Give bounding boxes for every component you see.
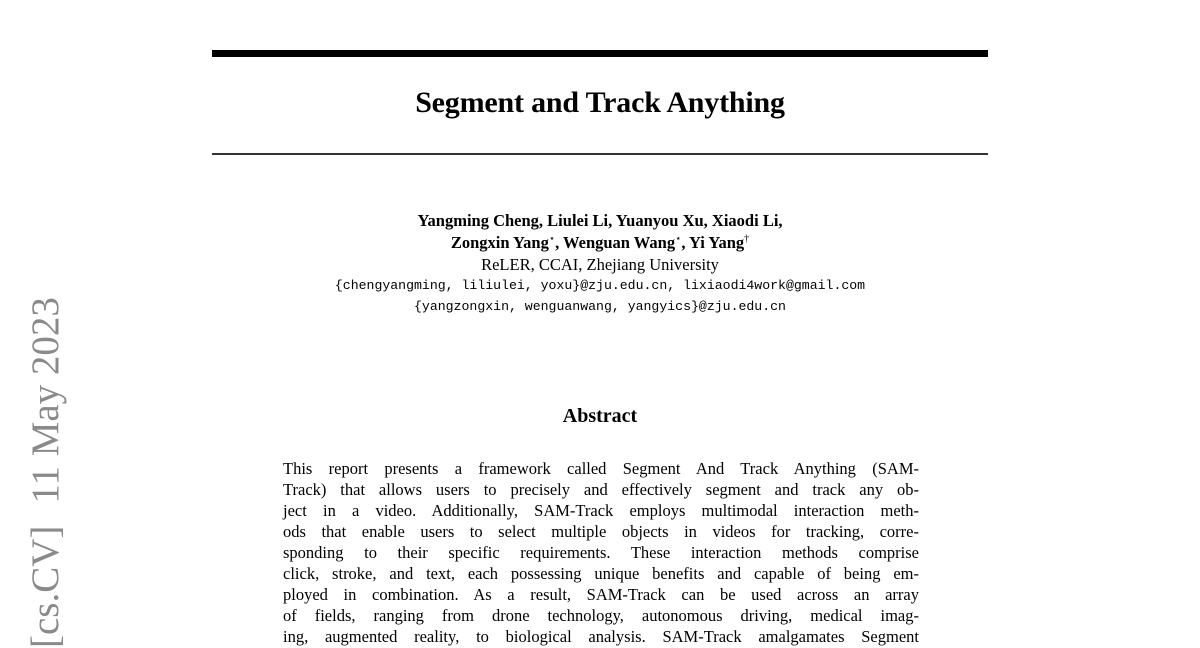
author-name: , Wenguan Wang	[555, 233, 676, 252]
abstract-body	[283, 458, 919, 647]
abstract-heading: Abstract	[562, 405, 638, 427]
equal-contribution-mark: ⋆	[675, 233, 682, 245]
abstract-line: Track) that allows users to precisely and effectively segment and track any ob-	[283, 480, 919, 499]
abstract-line: This report presents a framework called Segment And Track Anything (SAM-	[283, 459, 919, 478]
corresponding-author-mark: †	[744, 233, 750, 245]
arxiv-date: 11 May 2023	[24, 297, 67, 504]
abstract-line: of fields, ranging from drone technology, autonomous driving, medical imag-	[283, 606, 919, 625]
abstract-line: sponding to their specific requirements. These interaction methods comprise	[283, 543, 919, 562]
author-names-line-2	[212, 232, 988, 254]
author-names-line-1: Yangming Cheng, Liulei Li, Yuanyou Xu, Xiaodi Li,	[417, 211, 783, 230]
author-name: Zongxin Yang	[450, 233, 549, 252]
title-bottom-rule	[212, 153, 988, 155]
author-emails-line-2: {yangzongxin, wenguanwang, yangyics}@zju.edu.cn	[414, 299, 786, 314]
equal-contribution-mark: ⋆	[548, 233, 556, 245]
abstract-line: click, stroke, and text, each possessing unique benefits and capable of being em-	[283, 564, 919, 583]
abstract-line: ployed in combination. As a result, SAM-Track can be used across an array	[283, 585, 919, 604]
author-emails-line-1: {chengyangming, liliulei, yoxu}@zju.edu.cn, lixiaodi4work@gmail.com	[334, 278, 866, 293]
arxiv-side-stamp	[22, 275, 70, 648]
abstract-line: ods that enable users to select multiple objects in videos for tracking, corre-	[283, 522, 919, 541]
title-top-rule	[212, 50, 988, 57]
paper-title: Segment and Track Anything	[415, 86, 785, 119]
abstract-line: ing, augmented reality, to biological analysis. SAM-Track amalgamates Segment	[283, 627, 919, 646]
author-block	[212, 210, 988, 317]
author-name: , Yi Yang	[681, 233, 745, 252]
abstract-line: ject in a video. Additionally, SAM-Track employs multimodal interaction meth-	[283, 501, 919, 520]
arxiv-category: [cs.CV]	[24, 525, 67, 648]
affiliation: ReLER, CCAI, Zhejiang University	[481, 255, 719, 274]
